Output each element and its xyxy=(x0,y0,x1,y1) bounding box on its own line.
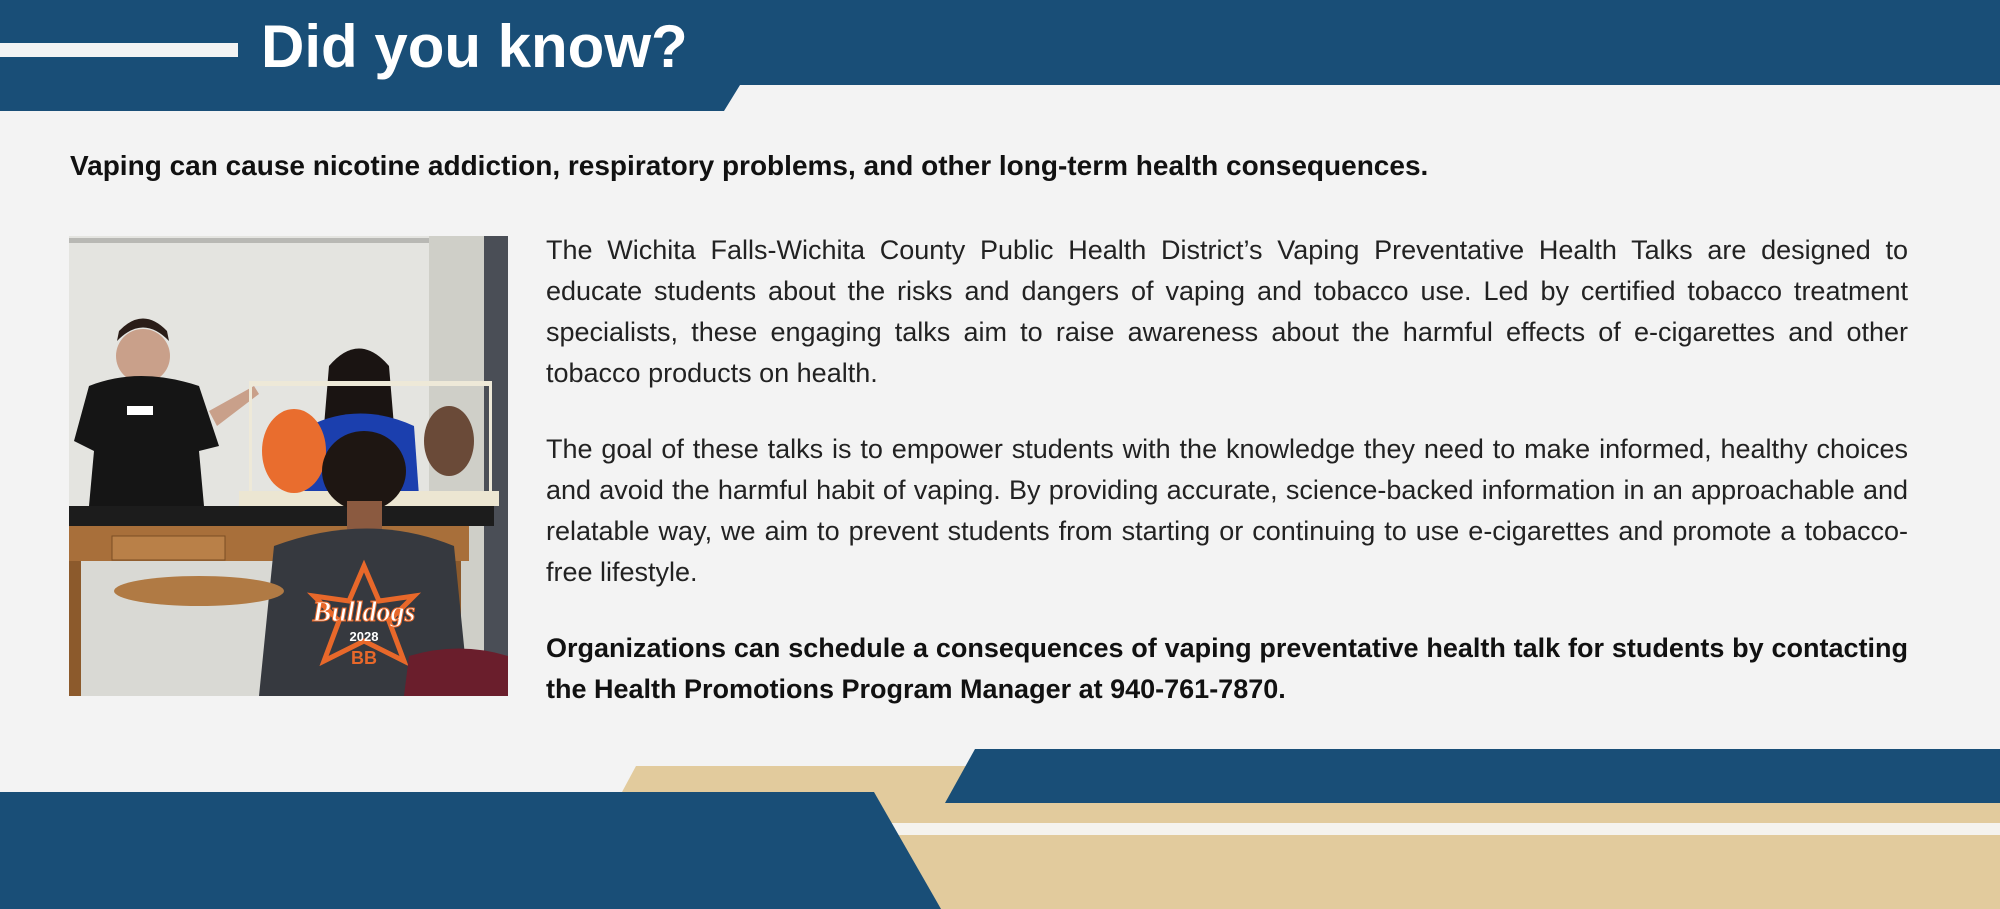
paragraph-goal: The goal of these talks is to empower students with the knowledge they need to make informed, healthy choices and avoid the harmful habit of vaping. By providing accurate, science-backed information in an approachable and relatable way, we aim to prevent students from starting or continuing to use e-cigarettes and promote a tobacco-free lifestyle. xyxy=(546,434,1908,587)
paragraph-contact: Organizations can schedule a consequences of vaping preventative health talk for students by contacting the Health Promotions Program Manager at 940-761-7870. xyxy=(546,633,1908,704)
body-text xyxy=(546,230,1908,745)
shirt-monogram: BB xyxy=(351,648,377,668)
navy-block-left xyxy=(0,792,941,909)
page-title: Did you know? xyxy=(261,13,688,80)
classroom-photo xyxy=(69,236,508,696)
cream-stripe xyxy=(880,823,2000,835)
shirt-text: Bulldogs xyxy=(312,597,416,628)
paragraph-intro: The Wichita Falls-Wichita County Public Health District’s Vaping Preventative Health Talks are designed to educate students about the risks and dangers of vaping and tobacco use. Led by certified tobacco treatment specialists, these engaging talks aim to raise awareness about the harmful effects of e-cigarettes and other tobacco products on health. xyxy=(546,235,1908,388)
title-accent-line xyxy=(0,43,238,57)
navy-block-right xyxy=(945,749,2000,803)
headline: Vaping can cause nicotine addiction, respiratory problems, and other long-term health consequences. xyxy=(70,150,1429,181)
shirt-year: 2028 xyxy=(349,629,379,644)
